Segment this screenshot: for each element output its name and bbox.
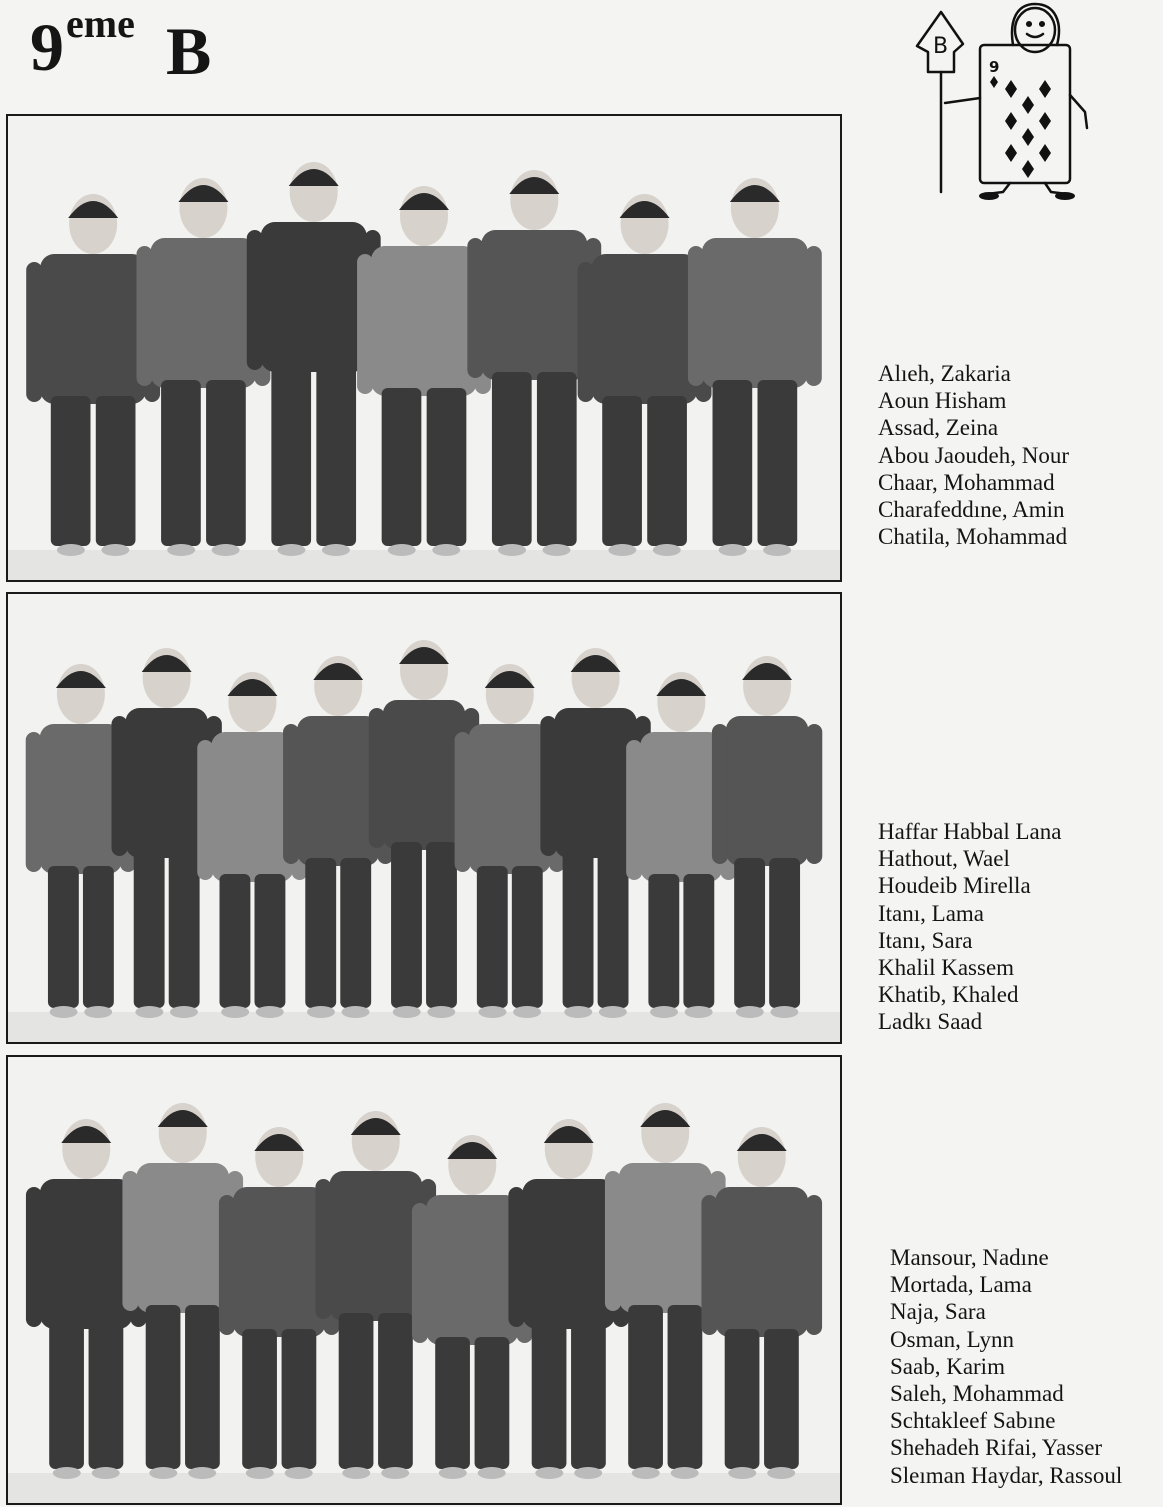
student-name: Aoun Hisham [878,388,1007,414]
student-name: Abou Jaoudeh, Nour [878,442,1069,468]
student-name: Mansour, Nadıne [890,1245,1049,1270]
student-name: Schtakleef Sabıne [890,1408,1056,1434]
student-name: Houdeib Mirella [878,873,1031,899]
class-superscript: eme [66,1,135,46]
student-name: Chaar, Mohammad [878,469,1055,495]
class-photo-2 [6,592,842,1044]
class-photo-icon [8,594,840,1042]
playing-card-mascot-icon [905,0,1100,200]
class-photo-icon [8,1057,840,1503]
student-name: Itanı, Lama [878,900,985,926]
mascot-card-rank: 9 [989,58,1000,76]
student-name: Khalil Kassem [878,955,1015,981]
class-letter: B [166,13,212,89]
student-name: Saleh, Mohammad [890,1381,1064,1407]
student-name: Charafeddıne, Amin [878,497,1065,523]
class-photo-1 [6,114,842,582]
student-name: Alıeh, Zakaria [878,361,1011,386]
student-name: Saab, Karim [890,1353,1005,1379]
student-name: Hathout, Wael [878,846,1010,872]
class-photo-icon [8,116,840,580]
student-name: Sleıman Haydar, Rassoul [890,1462,1123,1488]
student-name: Mortada, Lama [890,1272,1032,1298]
student-name: Assad, Zeina [878,415,999,441]
class-photo-3 [6,1055,842,1505]
student-name: Haffar Habbal Lana [878,819,1062,844]
name-list-3 [890,1244,1122,1489]
student-name: Itanı, Sara [878,927,973,953]
student-name: Ladkı Saad [878,1009,983,1035]
name-list-2 [878,818,1061,1036]
mascot-sign-letter: B [933,34,949,59]
student-name: Osman, Lynn [890,1326,1014,1352]
student-name: Shehadeh Rifai, Yasser [890,1435,1103,1461]
student-name: Khatib, Khaled [878,982,1019,1008]
name-list-1 [878,360,1069,550]
student-name: Chatila, Mohammad [878,524,1068,550]
student-name: Naja, Sara [890,1299,986,1325]
class-number: 9 [30,9,64,85]
